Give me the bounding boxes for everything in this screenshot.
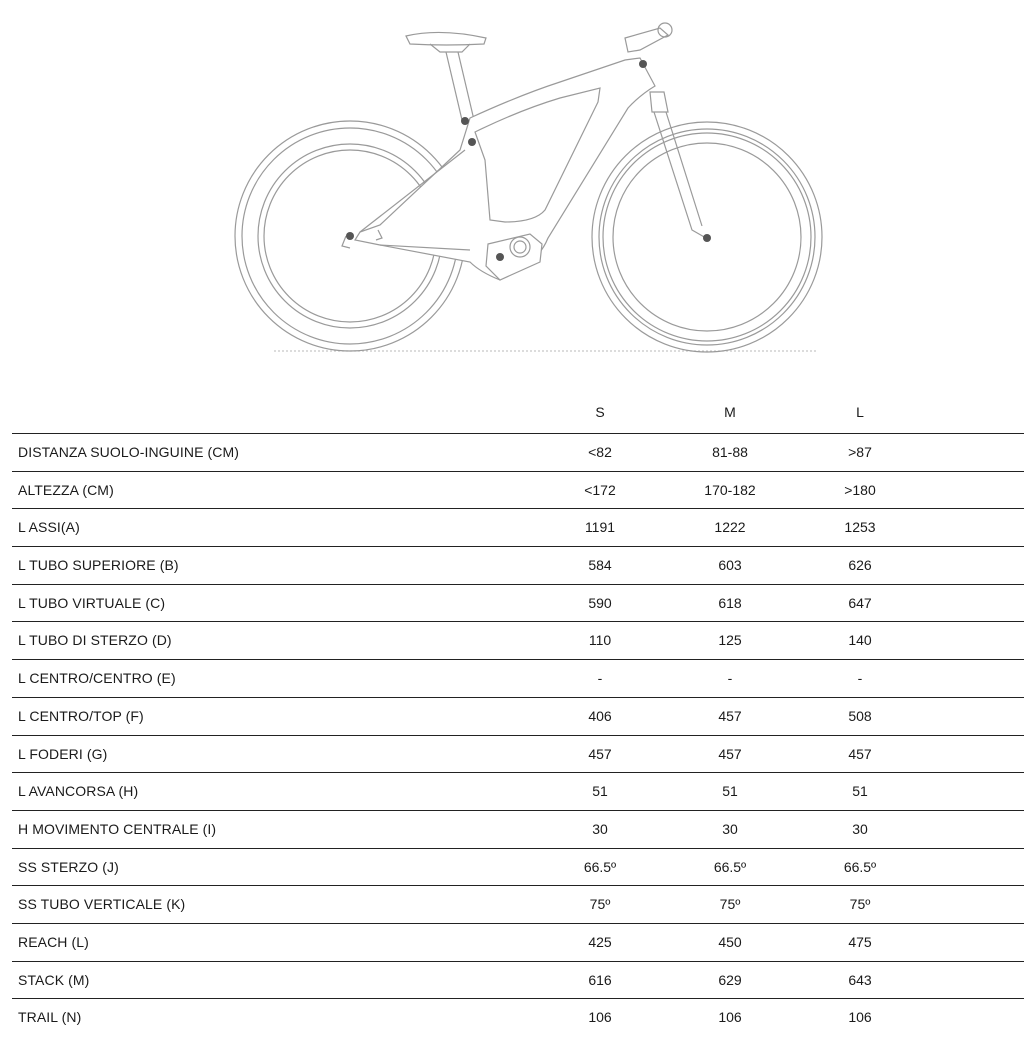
table-row	[12, 962, 1024, 1000]
size-l-value: 1253	[844, 519, 876, 536]
size-m-value: 170-182	[704, 481, 756, 498]
size-s-value: 406	[588, 707, 612, 724]
size-l-value: 30	[852, 820, 868, 837]
row-label: L FODERI (G)	[18, 745, 108, 762]
rear-axle-dot	[346, 232, 354, 240]
size-l-value: 647	[848, 594, 872, 611]
size-s-value: 425	[588, 933, 612, 950]
geometry-table	[12, 395, 1024, 1037]
size-s-value: -	[597, 670, 603, 687]
size-l-value: 457	[848, 745, 872, 762]
size-m-value: 75º	[719, 896, 741, 913]
size-m-value: 30	[722, 820, 738, 837]
size-m-value: 81-88	[712, 444, 748, 460]
row-label: L CENTRO/TOP (F)	[18, 707, 144, 724]
size-l-value: 66.5º	[843, 858, 877, 875]
size-s-value: 616	[588, 971, 612, 988]
bike-drawing	[0, 0, 1036, 380]
saddle	[406, 32, 486, 45]
seatpost	[446, 52, 474, 120]
size-m-value: 450	[718, 933, 742, 950]
size-s-value: 30	[592, 820, 608, 837]
size-s-value: 66.5º	[583, 858, 617, 875]
row-label: L TUBO VIRTUALE (C)	[18, 594, 166, 611]
row-label: TRAIL (N)	[18, 1009, 82, 1026]
size-l-value: 75º	[849, 896, 871, 913]
size-l-value: 508	[848, 707, 872, 724]
row-label: L TUBO SUPERIORE (B)	[18, 557, 179, 574]
row-label: L TUBO DI STERZO (D)	[18, 632, 172, 649]
size-m-value: 603	[718, 557, 742, 574]
size-l-value: -	[857, 670, 863, 687]
table-row	[12, 849, 1024, 887]
size-s-value: 1191	[584, 519, 616, 536]
stem	[625, 28, 668, 52]
table-row	[12, 660, 1024, 698]
pivot-dot	[468, 138, 476, 146]
table-row	[12, 622, 1024, 660]
row-label: H MOVIMENTO CENTRALE (I)	[18, 820, 217, 837]
row-label: SS TUBO VERTICALE (K)	[18, 896, 186, 913]
size-l-header: L	[856, 404, 864, 420]
table-row	[12, 472, 1024, 510]
table-row	[12, 999, 1024, 1037]
size-m-value: -	[727, 670, 733, 687]
size-m-value: 629	[718, 971, 742, 988]
size-l-value: 626	[848, 557, 872, 574]
size-s-header: S	[595, 404, 605, 420]
size-m-value: 457	[718, 707, 742, 724]
size-l-value: >180	[844, 481, 876, 498]
size-m-value: 51	[722, 783, 738, 800]
bike-illustration	[0, 0, 1036, 380]
size-l-value: 643	[848, 971, 872, 988]
row-label: STACK (M)	[18, 971, 90, 988]
size-l-value: 106	[848, 1009, 872, 1026]
size-s-value: 457	[588, 745, 612, 762]
row-label: ALTEZZA (CM)	[18, 481, 114, 498]
row-label: L AVANCORSA (H)	[18, 783, 139, 800]
table-row	[12, 434, 1024, 472]
row-label: SS STERZO (J)	[18, 858, 119, 875]
size-m-value: 618	[718, 594, 742, 611]
table-row	[12, 547, 1024, 585]
row-label: L ASSI(A)	[18, 519, 80, 536]
pivot-dot	[639, 60, 647, 68]
table-row	[12, 509, 1024, 547]
table-row	[12, 811, 1024, 849]
pivot-dot	[461, 117, 469, 125]
size-m-value: 457	[718, 745, 742, 762]
table-row	[12, 886, 1024, 924]
table-row	[12, 736, 1024, 774]
size-s-value: 590	[588, 594, 612, 611]
row-label: L CENTRO/CENTRO (E)	[18, 670, 176, 687]
size-m-value: 106	[718, 1009, 742, 1026]
size-s-value: 106	[588, 1009, 612, 1026]
size-l-value: 475	[848, 933, 872, 950]
size-s-value: <82	[588, 444, 612, 460]
size-header-row	[12, 395, 1024, 434]
size-s-value: 110	[588, 632, 612, 649]
row-label: DISTANZA SUOLO-INGUINE (CM)	[18, 444, 240, 460]
size-m-value: 125	[718, 632, 742, 649]
table-row	[12, 585, 1024, 623]
size-m-value: 66.5º	[713, 858, 747, 875]
table-row	[12, 924, 1024, 962]
bottom-bracket-dot	[496, 253, 504, 261]
size-s-value: 584	[588, 557, 612, 574]
size-l-value: 51	[852, 783, 868, 800]
headset	[650, 92, 668, 112]
size-s-value: <172	[584, 481, 616, 498]
size-m-header: M	[724, 404, 736, 420]
size-s-value: 51	[592, 783, 608, 800]
size-m-value: 1222	[714, 519, 746, 536]
front-axle-dot	[703, 234, 711, 242]
table-row	[12, 698, 1024, 736]
size-s-value: 75º	[589, 896, 611, 913]
row-label: REACH (L)	[18, 933, 89, 950]
table-row	[12, 773, 1024, 811]
size-l-value: >87	[848, 444, 872, 460]
size-l-value: 140	[848, 632, 872, 649]
